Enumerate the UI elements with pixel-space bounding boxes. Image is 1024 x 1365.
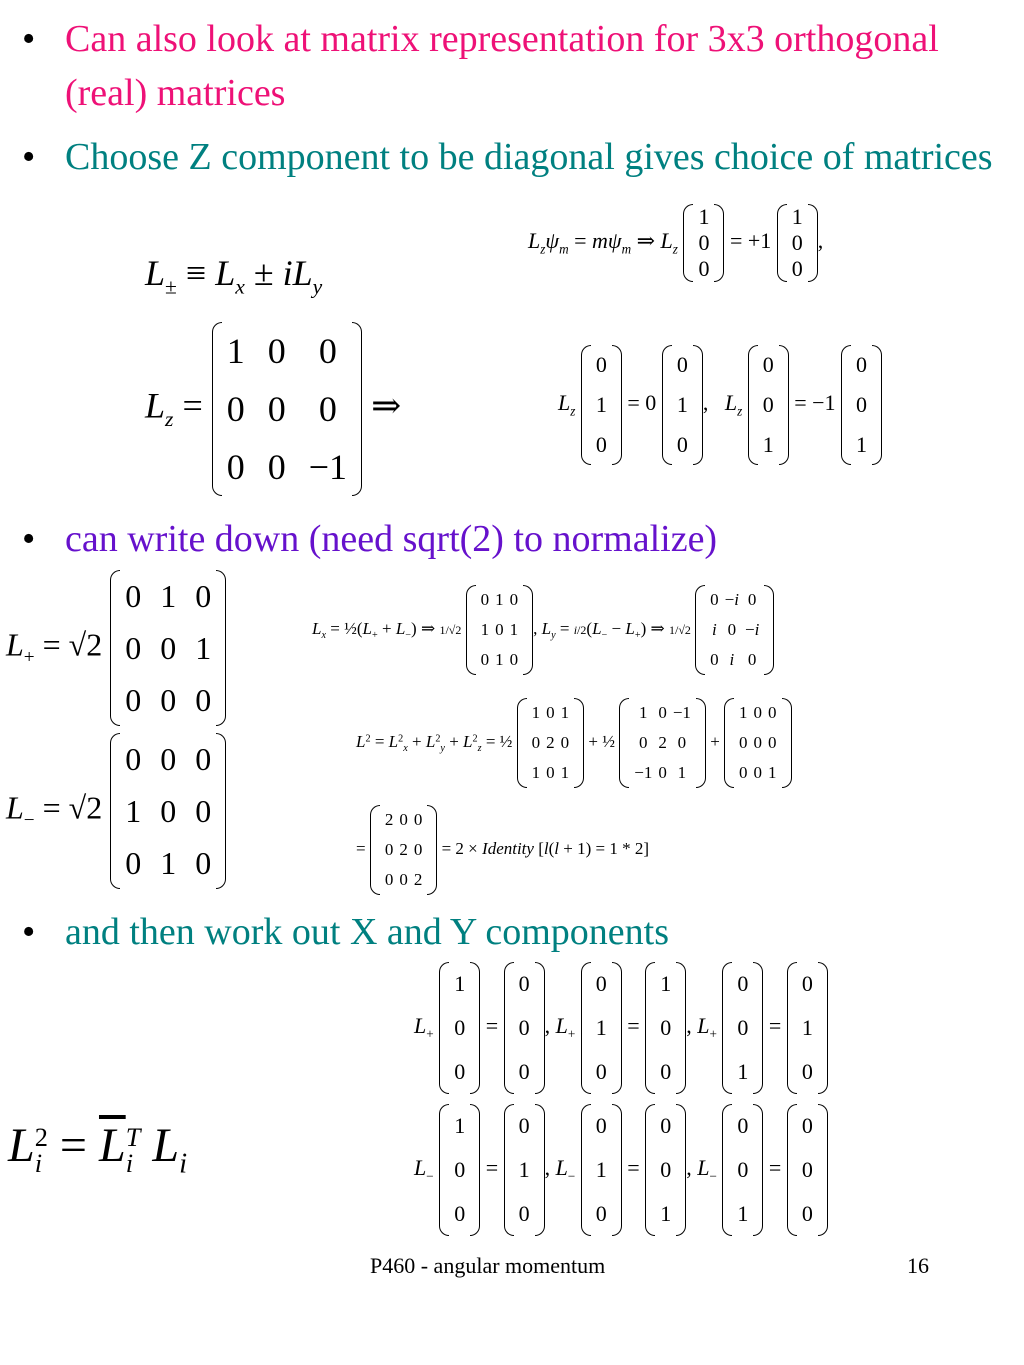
matrix: 0 1 0 <box>581 345 622 465</box>
bullet-2-text: Choose Z component to be diagonal gives choice of matrices <box>65 136 993 178</box>
matrix: 0 1 0 <box>662 345 703 465</box>
bullet-marker: • <box>22 18 36 60</box>
matrix: 1 0 0 <box>777 204 818 282</box>
equation-eigenvalue: $L_z\psi_m = m\psi_m$ ⇒ $L_z$ 1 0 0 = +1 1 0 0 , <box>528 204 824 281</box>
equation-l-plus-matrix: $L_+ = √2$ 0 1 0 0 0 1 0 0 0 <box>6 570 226 726</box>
equation-lx-ly: $L_x$ = $\frac{1}{2}(L_+ + L_-)$ ⇒ 1/√2 0 1 0 1 0 1 0 1 0 , $L_y = i/2(L_- - L_+)$ ⇒ 1/√2 0 −i 0 i 0 −i 0 i 0 <box>312 585 774 675</box>
bullet-1 <box>22 12 1012 120</box>
matrix: 1 0 0 <box>683 204 724 282</box>
matrix: 0 0 1 <box>645 1104 686 1236</box>
matrix: 0 1 0 <box>581 962 622 1094</box>
matrix: 0 1 0 <box>504 1104 545 1236</box>
bullet-3 <box>22 512 1012 566</box>
matrix: 2 0 0 0 2 0 0 0 2 <box>370 805 438 895</box>
equation-l-plus-action: $L_+$ 1 0 0 = 0 0 0 , $L_+$ 0 1 0 = 1 0 0 , $L_+$ 0 0 1 = 0 1 0 <box>414 962 828 1094</box>
matrix: 0 0 0 <box>504 962 545 1094</box>
equation-identity: = 2 0 0 0 2 0 0 0 2 = 2 × Identity [l(l + 1) = 1 * 2] <box>356 805 649 895</box>
matrix: 1 0 0 <box>439 962 480 1094</box>
page-number: 16 <box>907 1253 929 1278</box>
equation-ladder-def: $L_\pm \equiv L_x \pm iL_y$ <box>145 253 323 299</box>
bullet-4-text: and then work out X and Y components <box>65 911 670 953</box>
matrix: 0 0 1 <box>841 345 882 465</box>
matrix: 0 0 0 <box>787 1104 828 1236</box>
bullet-2 <box>22 130 1012 184</box>
matrix: 0 0 1 <box>722 962 763 1094</box>
matrix: 1 0 0 <box>439 1104 480 1236</box>
footer-title: P460 - angular momentum <box>370 1253 606 1278</box>
equation-li-squared: L 2 i = $\overline{L}$ T i $L_i$ <box>8 1119 188 1180</box>
matrix: 0 1 0 1 0 1 0 1 0 <box>466 585 534 675</box>
equation-l-minus-matrix: $L_- = √2$ 0 0 0 1 0 0 0 1 0 <box>6 733 226 889</box>
bullet-marker: • <box>22 136 36 178</box>
bullet-marker: • <box>22 911 36 953</box>
equation-lz-matrix: $L_z$ = 1 0 0 0 0 0 0 0 −1 ⇒ <box>145 322 401 496</box>
bullet-4 <box>22 905 1012 959</box>
matrix: 1 0 1 0 2 0 1 0 1 <box>517 698 585 788</box>
bullet-1-text: Can also look at matrix representation for 3x3 orthogonal (real) matrices <box>65 18 939 114</box>
matrix: 0 0 1 <box>722 1104 763 1236</box>
matrix: 0 0 0 1 0 0 0 1 0 <box>110 733 226 889</box>
equation-lz-eigenvectors: $L_z$ 0 1 0 = 0 0 1 0 , $L_z$ 0 0 1 = −1 0 0 1 <box>558 345 882 465</box>
equation-l-squared-sum: $L^2 = L^2_x + L^2_y + L^2_z$ = ½ 1 0 1 0 2 0 1 0 1 + ½ 1 0 −1 0 2 0 −1 0 1 + 1 0 0 0 0 0 0 0 1 <box>356 698 792 788</box>
equation-l-minus-action: $L_-$ 1 0 0 = 0 1 0 , $L_-$ 0 1 0 = 0 0 1 , $L_-$ 0 0 1 = 0 0 0 <box>414 1104 828 1236</box>
matrix: 1 0 −1 0 2 0 −1 0 1 <box>619 698 706 788</box>
bullet-marker: • <box>22 518 36 560</box>
matrix: 0 1 0 0 0 1 0 0 0 <box>110 570 226 726</box>
matrix: 1 0 0 0 0 0 0 0 −1 <box>212 322 362 496</box>
matrix: 1 0 0 0 0 0 0 0 1 <box>724 698 792 788</box>
matrix: 0 1 0 <box>787 962 828 1094</box>
matrix: 0 −i 0 i 0 −i 0 i 0 <box>695 585 774 675</box>
matrix: 0 1 0 <box>581 1104 622 1236</box>
matrix: 0 0 1 <box>748 345 789 465</box>
bullet-3-text: can write down (need sqrt(2) to normalize) <box>65 518 718 560</box>
matrix: 1 0 0 <box>645 962 686 1094</box>
